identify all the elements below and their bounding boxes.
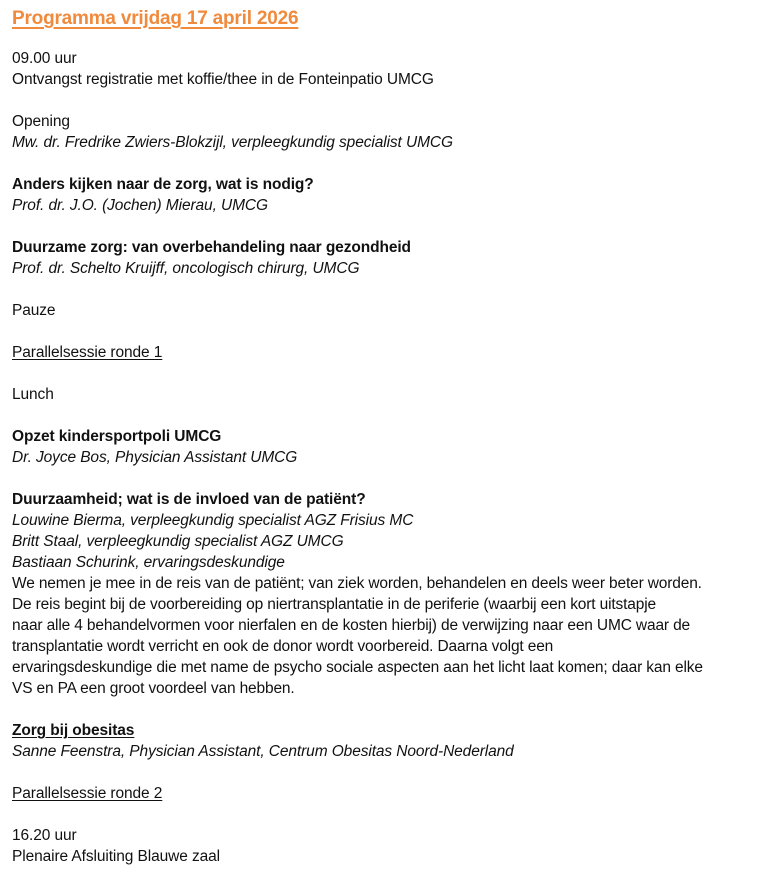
- spacer: [12, 762, 775, 783]
- session-4-heading: Duurzaamheid; wat is de invloed van de patiënt?: [12, 491, 366, 508]
- closing-time: 16.20 uur: [12, 827, 77, 844]
- registration-text: Ontvangst registratie met koffie/thee in de Fonteinpatio UMCG: [12, 71, 434, 88]
- block-registration: [12, 48, 775, 90]
- closing-text: Plenaire Afsluiting Blauwe zaal: [12, 848, 220, 865]
- start-time: 09.00 uur: [12, 50, 77, 67]
- spacer: [12, 699, 775, 720]
- spacer: [12, 90, 775, 111]
- description-line: VS en PA een groot voordeel van hebben.: [12, 680, 295, 697]
- spacer: [12, 216, 775, 237]
- session-3-heading: Opzet kindersportpoli UMCG: [12, 428, 222, 445]
- session-4-speaker: Britt Staal, verpleegkundig specialist AGZ UMCG: [12, 533, 344, 550]
- session-1-heading: Anders kijken naar de zorg, wat is nodig?: [12, 176, 314, 193]
- spacer: [12, 279, 775, 300]
- session-4-speaker: Bastiaan Schurink, ervaringsdeskundige: [12, 554, 285, 571]
- opening-speaker: Mw. dr. Fredrike Zwiers-Blokzijl, verpleegkundig specialist UMCG: [12, 134, 453, 151]
- session-3-speaker: Dr. Joyce Bos, Physician Assistant UMCG: [12, 449, 298, 466]
- block-session-2: [12, 237, 775, 279]
- block-session-5: [12, 720, 775, 762]
- block-session-4: [12, 489, 775, 699]
- session-5-speaker: Sanne Feenstra, Physician Assistant, Centrum Obesitas Noord-Nederland: [12, 743, 514, 760]
- spacer: [12, 321, 775, 342]
- block-opening: [12, 111, 775, 153]
- opening-heading: Opening: [12, 113, 70, 130]
- spacer: [12, 405, 775, 426]
- block-session-3: [12, 426, 775, 468]
- block-closing: [12, 825, 775, 867]
- description-line: naar alle 4 behandelvormen voor nierfalen en de kosten hierbij) de verwijzing naar een UMC waar de: [12, 617, 691, 634]
- description-line: ervaringsdeskundige die met name de psycho sociale aspecten aan het licht laat komen; daar kan elke: [12, 659, 703, 676]
- description-line: De reis begint bij de voorbereiding op niertransplantatie in de periferie (waarbij een kort uitstapje: [12, 596, 656, 613]
- session-4-description: [12, 573, 772, 699]
- description-line: We nemen je mee in de reis van de patiënt; van ziek worden, behandelen en deels weer beter worden.: [12, 575, 702, 592]
- lunch-label: Lunch: [12, 386, 54, 403]
- session-5-heading: Zorg bij obesitas: [12, 722, 135, 739]
- session-2-speaker: Prof. dr. Schelto Kruijff, oncologisch chirurg, UMCG: [12, 260, 360, 277]
- spacer: [12, 153, 775, 174]
- block-session-1: [12, 174, 775, 216]
- session-4-speaker: Louwine Bierma, verpleegkundig specialist AGZ Frisius MC: [12, 512, 414, 529]
- session-1-speaker: Prof. dr. J.O. (Jochen) Mierau, UMCG: [12, 197, 268, 214]
- spacer: [12, 804, 775, 825]
- parallel-session-2: Parallelsessie ronde 2: [12, 785, 163, 802]
- spacer: [12, 363, 775, 384]
- spacer: [12, 468, 775, 489]
- description-line: transplantatie wordt verricht en ook de donor wordt voorbereid. Daarna volgt een: [12, 638, 554, 655]
- pause-label: Pauze: [12, 302, 56, 319]
- program-title: Programma vrijdag 17 april 2026: [12, 8, 299, 29]
- session-2-heading: Duurzame zorg: van overbehandeling naar gezondheid: [12, 239, 411, 256]
- parallel-session-1: Parallelsessie ronde 1: [12, 344, 163, 361]
